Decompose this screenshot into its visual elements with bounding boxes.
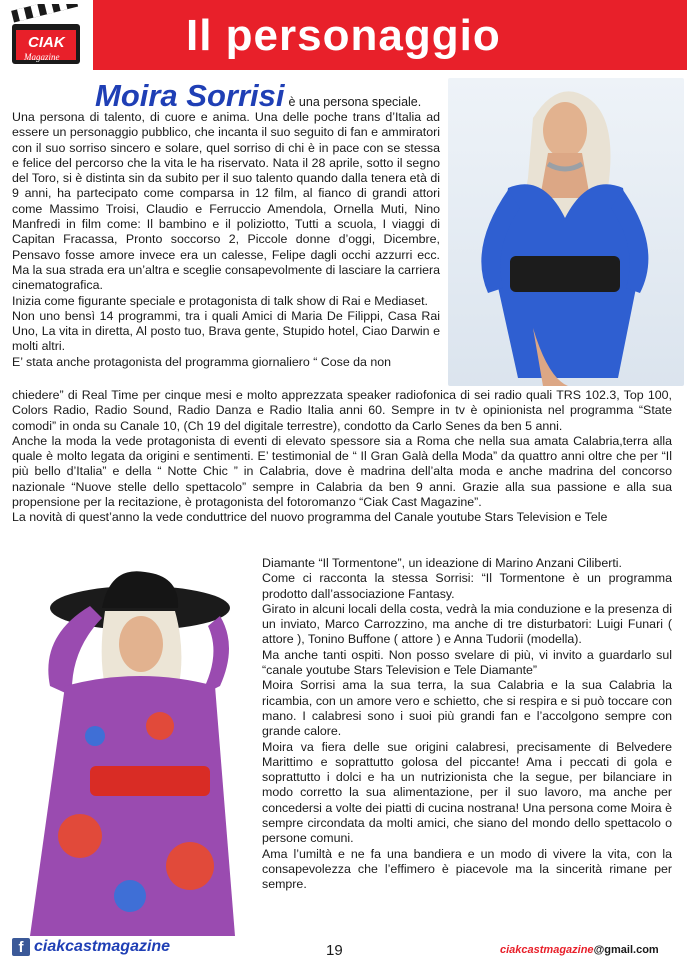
paragraph: Ma anche tanti ospiti. Non posso svelare di più, vi invito a guardarlo sul “canale youtube Stars Television e Tele Diamante” [262,647,672,678]
logo-ciak-text: CIAK [28,34,65,51]
paragraph: Non uno bensì 14 programmi, tra i quali Amici di Maria De Filippi, Casa Rai Uno, La vita in diretta, Al posto tuo, Brava gente, Stupido hotel, Ciao Darwin e molti altri. [12,308,440,354]
paragraph: Inizia come figurante speciale e protagonista di talk show di Rai e Mediaset. [12,293,428,308]
ciak-magazine-logo [10,4,82,66]
page-number: 19 [326,942,343,959]
paragraph: E’ stata anche protagonista del programma giornaliero “ Cose da non [12,354,392,369]
name-tail-text: è una persona speciale. [288,95,422,109]
paragraph: Diamante “Il Tormentone”, un ideazione di Marino Anzani Ciliberti. [262,556,622,570]
paragraph: Girato in alcuni locali della costa, vedrà la mia conduzione e la presenza di un inviato, Marco Carrozzino, ma anche di tre disturbatori: Luigi Funari ( attore ), Tonino Buffone ( attore ) e Anna Tudorii (modella). [262,601,672,647]
paragraph: Ama l’umiltà e ne fa una bandiera e un modo di vivere la vita, con la consapevolezza che l’effimero è piacevole ma la sincerità rimane per sempre. [262,846,672,892]
paragraph: Come ci racconta la stessa Sorrisi: “Il Tormentone è un programma prodotto dall’associazione Fantasy. [262,571,672,601]
paragraph: Moira Sorrisi ama la sua terra, la sua Calabria e la sua Calabria la ricambia, con un amore vero e schietto, che si respira e si può toccare con mano. I calabresi sono i suoi più grandi fan e l’accolgono sempre con grande calore. [262,678,672,739]
paragraph: Anche la moda la vede protagonista di eventi di elevato spessore sia a Roma che nella sua amata Calabria,terra alla quale è molto legata da origini e sentimenti. E’ testimonial de “ Il Gran Galà della Moda” da quattro anni oltre che per “Il più bello d’Italia” e della “ Notte Chic ” in Calabria, dove è madrina dell’alta moda e anche madrina del concorso nazionale “Nuove stelle dello spettacolo” sempre in Calabria da ben 9 anni. Grazie alla sua passione e alla sua propensione per la recitazione, è protagonista del fotoromanzo “Ciak Cast Magazine”. [12,433,672,510]
paragraph: chiedere” di Real Time per cinque mesi e molto apprezzata speaker radiofonica di sei radio quali TRS 102.3, Top 100, Colors Radio, Radio Sound, Radio Danza e Radio Italia anni 60. Sempre in tv è opinionista nel programma “State comodi” in onda su Canale 10, (Ch 19 del digitale terrestre), condotto da Carlo Senes da ben 5 anni. [12,388,672,433]
facebook-icon: f [12,938,30,956]
page-title: Il personaggio [186,11,501,60]
article-column-bottom [262,556,672,893]
paragraph: Una persona di talento, di cuore e anima. Una delle poche trans d’Italia ad essere un personaggio pubblico, che incanta il suo seguito di fan e ammiratori con il suo sorriso sincero e solare, quel sorriso di chi è in pace con se stessa e felice del percorso che la vita le ha riservato. Nata il 28 aprile, sotto il segno del Toro, si è distinta sin da subito per il suo talento quando dalla tenera età di 9 anni, ha partecipato come comparsa in 12 film, al fianco di grandi attori come Massimo Troisi, Claudio e Ferruccio Amendola, Ornella Muti, Nino Manfredi in film come: Il bambino e il poliziotto, Tutti a scuola, I viaggi di Capitan Fracassa, Pronto soccorso 2, Piccole donne d’oggi, Dicembre, Pensavo fosse amore invece era un calesse, Felipe dagli occhi azzurri ecc. Ma la sua strada era un’altra e sceglie consapevolmente di lasciare la carriera cinematografica. [12,110,440,293]
article-name-line [95,78,435,114]
person-name: Moira Sorrisi [95,78,285,113]
portrait-photo-blue-dress [448,78,684,386]
article-column-top [12,110,440,370]
email-part1: ciakcastmagazine [500,944,594,956]
logo-magazine-text: Magazine [24,52,60,62]
facebook-link[interactable] [12,938,170,956]
email-part2: @gmail.com [593,944,659,956]
contact-email[interactable] [500,944,659,956]
paragraph: Moira va fiera delle sue origini calabresi, precisamente di Belvedere Marittimo e soprattutto golosa del piccante! Ama i peccati di gola e soprattutto i dolci e ha un nutrizionista che la segue, per bilanciare in modo corretto la sua alimentazione, per il suo lavoro, ma anche per concedersi a volte dei piatti di cucina nostrana! Una persona come Moira è sempre circondata da molti amici, che siano del mondo dello spettacolo o persone comuni. [262,739,672,846]
portrait-photo-floral-dress [10,566,252,936]
article-column-full [12,388,672,526]
paragraph: La novità di quest’anno la vede conduttrice del nuovo programma del Canale youtube Stars Television e Tele [12,510,608,525]
facebook-handle: ciakcastmagazine [34,938,171,955]
